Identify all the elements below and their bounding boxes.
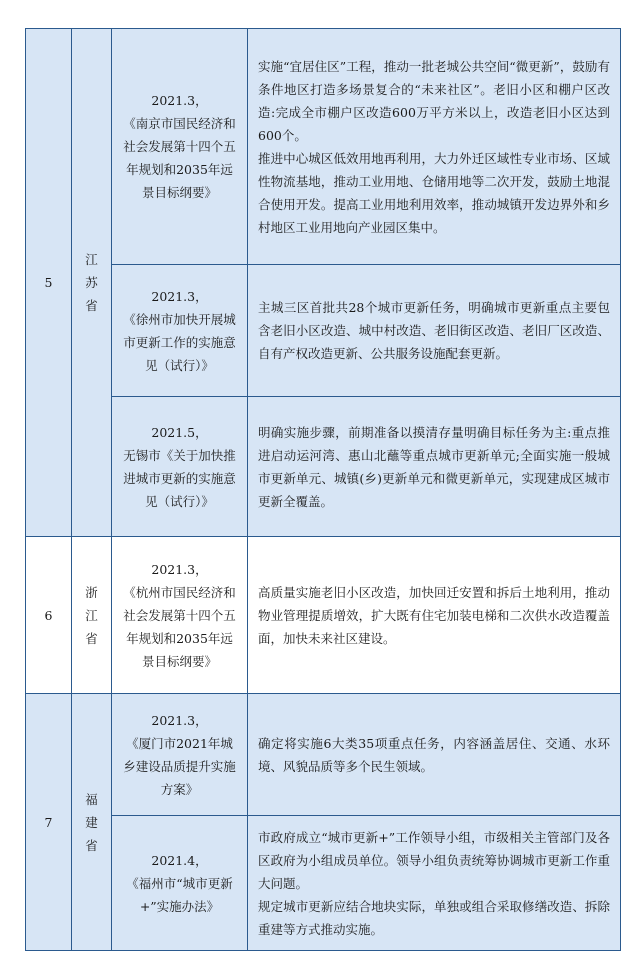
policy-content [248,397,621,537]
city-renewal-policy-table [25,28,621,951]
policy-date: 2021.3， [151,561,208,577]
policy-content [248,29,621,265]
policy-date: 2021.3， [151,288,208,304]
policy-source [112,816,248,951]
table-row [26,694,621,816]
row-number: 6 [26,537,72,694]
policy-content [248,265,621,397]
policy-source [112,265,248,397]
content-paragraph: 明确实施步骤，前期准备以摸清存量明确目标任务为主:重点推进启动运河湾、惠山北蘸等重点城市更新单元;全面实施一般城市更新单元、城镇(乡)更新单元和微更新单元，实现建成区城市更新全覆盖。 [258,424,610,509]
policy-title: 《徐州市加快开展城市更新工作的实施意见（试行）》 [123,311,236,373]
policy-source [112,537,248,694]
policy-source [112,29,248,265]
province-cell [72,29,112,537]
row-number: 5 [26,29,72,537]
policy-title: 《南京市国民经济和社会发展第十四个五年规划和2035年远景目标纲要》 [123,116,236,200]
province-cell [72,694,112,951]
content-paragraph: 主城三区首批共28个城市更新任务，明确城市更新重点主要包含老旧小区改造、城中村改造、老旧街区改造、老旧厂区改造、自有产权改造更新、公共服务设施配套更新。 [258,300,610,361]
content-paragraph: 确定将实施6大类35项重点任务，内容涵盖居住、交通、水环境、风貌品质等多个民生领域。 [258,735,610,774]
policy-title: 《厦门市2021年城乡建设品质提升实施方案》 [123,735,236,797]
table-row [26,29,621,265]
policy-content [248,537,621,694]
content-paragraph: 规定城市更新应结合地块实际，单独或组合采取修缮改造、拆除重建等方式推动实施。 [258,898,610,937]
content-paragraph: 推进中心城区低效用地再利用，大力外迁区域性专业市场、区域性物流基地，推动工业用地、仓储用地等二次开发，鼓励土地混合使用开发。提高工业用地利用效率，推动城镇开发边界外和乡村地区工业用地向产业园区集中。 [258,150,610,235]
content-paragraph: 市政府成立“城市更新+”工作领导小组，市级相关主管部门及各区政府为小组成员单位。领导小组负责统筹协调城市更新工作重大问题。 [258,829,610,891]
policy-title: 无锡市《关于加快推进城市更新的实施意见（试行）》 [123,447,236,509]
table-row [26,816,621,951]
policy-content [248,816,621,951]
policy-title: 《杭州市国民经济和社会发展第十四个五年规划和2035年远景目标纲要》 [123,584,236,669]
policy-date: 2021.3， [151,712,208,728]
policy-date: 2021.3， [151,93,208,108]
province-name: 浙江省 [85,584,98,646]
table-row [26,397,621,537]
table-row [26,537,621,694]
table-row [26,265,621,397]
policy-date: 2021.5， [151,424,208,440]
content-paragraph: 实施“宜居住区”工程，推动一批老城公共空间“微更新”，鼓励有条件地区打造多场景复合的“未来社区”。老旧小区和棚户区改造:完成全市棚户区改造600万平方米以上，改造老旧小区达到600个。 [258,58,610,143]
policy-title: 《福州市“城市更新+”实施办法》 [126,875,233,914]
policy-content [248,694,621,816]
policy-source [112,397,248,537]
policy-date: 2021.4， [151,852,208,868]
province-name: 江苏省 [85,252,98,313]
province-cell [72,537,112,694]
content-paragraph: 高质量实施老旧小区改造，加快回迁安置和拆后土地利用，推动物业管理提质增效，扩大既有住宅加装电梯和二次供水改造覆盖面，加快未来社区建设。 [258,584,610,646]
row-number: 7 [26,694,72,951]
policy-source [112,694,248,816]
province-name: 福建省 [85,791,98,853]
